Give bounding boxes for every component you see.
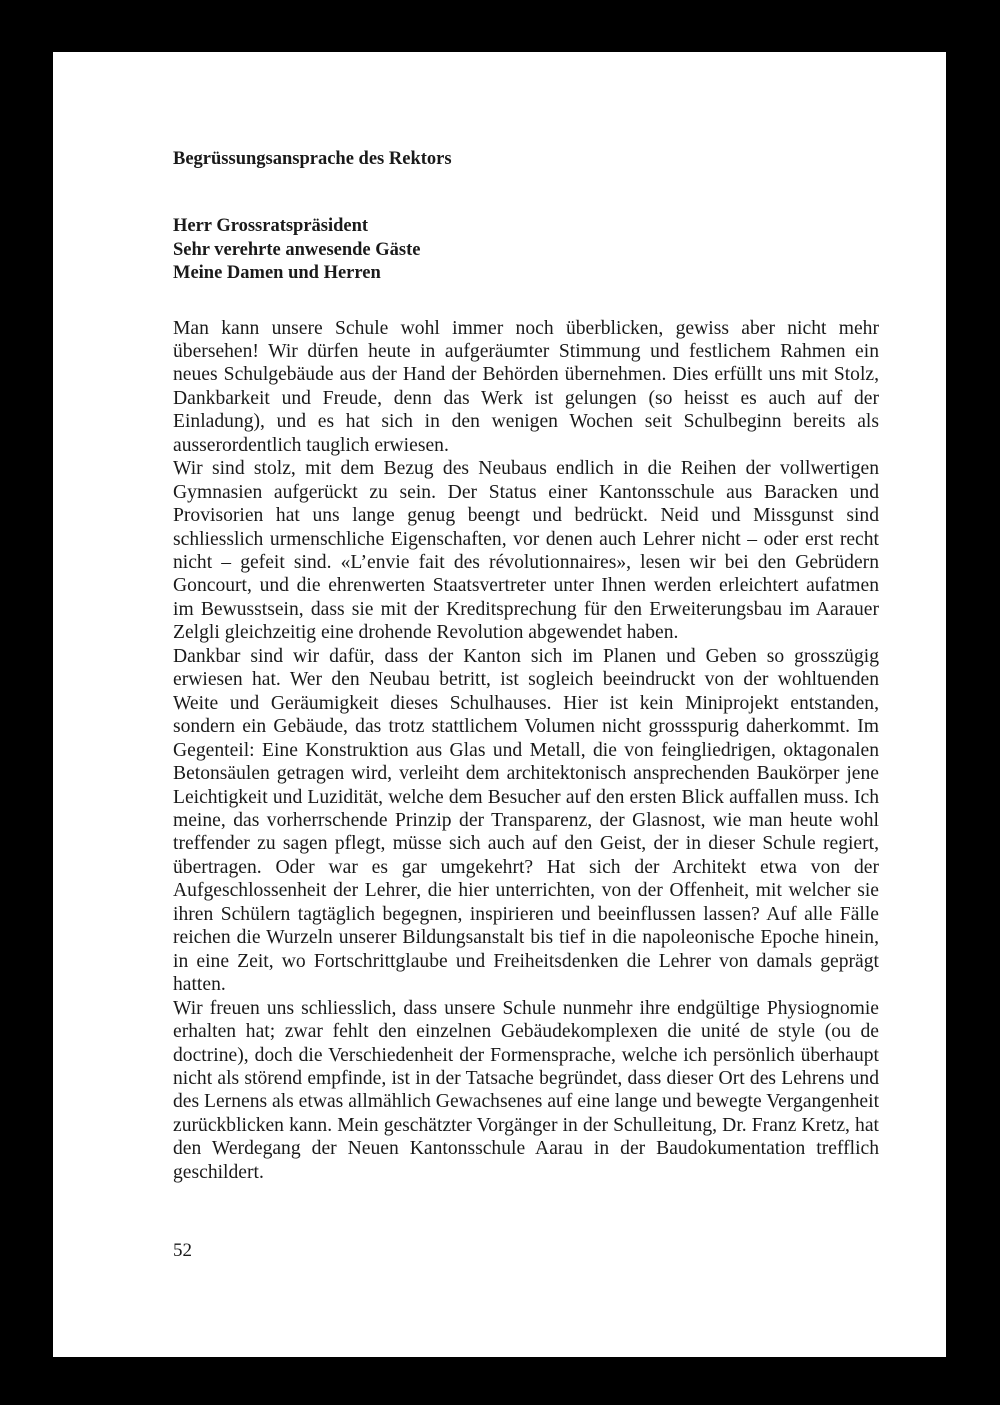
document-content	[173, 147, 879, 1184]
paragraph: Man kann unsere Schule wohl immer noch überblicken, gewiss aber nicht mehr übersehen! Wir dürfen heute in aufgeräumter Stimmung und festlichem Rahmen ein neues Schulgebäude aus der Hand der Behörden übernehmen. Dies erfüllt uns mit Stolz, Dankbarkeit und Freude, denn das Werk ist gelungen (so heisst es auch auf der Einladung), und es hat sich in den wenigen Wochen seit Schulbeginn bereits als ausserordentlich tauglich erwiesen.	[173, 317, 879, 456]
page-title: Begrüssungsansprache des Rektors	[173, 149, 452, 169]
paragraph: Wir sind stolz, mit dem Bezug des Neubaus endlich in die Reihen der vollwertigen Gymnasien aufgerückt zu sein. Der Status einer Kantonsschule aus Baracken und Provisorien hat uns lange genug beengt und bedrückt. Neid und Missgunst sind schliesslich urmenschliche Eigenschaften, vor denen auch Lehrer nicht – oder erst recht nicht – gefeit sind. «L’envie fait des révolutionnaires», lesen wir bei den Gebrüdern Goncourt, und die ehrenwerten Staatsvertreter unter Ihnen werden erleichtert aufatmen im Bewusstsein, dass sie mit der Kreditsprechung für den Erweiterungsbau im Aarauer Zelgli gleichzeitig eine drohende Revolution abgewendet haben.	[173, 458, 879, 644]
paragraph: Wir freuen uns schliesslich, dass unsere Schule nunmehr ihre endgültige Physiognomie erhalten hat; zwar fehlt den einzelnen Gebäudekomplexen die unité de style (ou de doctrine), doch die Verschiedenheit der Formensprache, welche ich persönlich überhaupt nicht als störend empfinde, ist in der Tatsache begründet, dass dieser Ort des Lehrens und des Lernens als etwas allmählich Gewachsenes auf eine lange und bewegte Vergangenheit zurückblicken kann. Mein geschätzter Vorgänger in der Schulleitung, Dr. Franz Kretz, hat den Werdegang der Neuen Kantonsschule Aarau in der Baudokumentation trefflich geschildert.	[173, 997, 880, 1183]
salutation-line: Herr Grossratspräsident	[173, 216, 369, 236]
salutation-block	[173, 215, 879, 286]
body-text	[173, 317, 879, 1185]
page-number: 52	[173, 1240, 192, 1261]
page-sheet	[53, 52, 946, 1357]
paragraph: Dankbar sind wir dafür, dass der Kanton sich im Planen und Geben so grosszügig erwiesen hat. Wer den Neubau betritt, ist sogleich beeindruckt von der wohltuenden Weite und Geräumigkeit dieses Schulhauses. Hier ist kein Miniprojekt entstanden, sondern ein Gebäude, das trotz stattlichem Volumen nicht grossspurig daherkommt. Im Gegenteil: Eine Konstruktion aus Glas und Metall, die von feingliedrigen, oktagonalen Betonsäulen getragen wird, verleiht dem architektonisch ansprechenden Baukörper jene Leichtigkeit und Luzidität, welche dem Besucher auf den ersten Blick auffallen muss. Ich meine, das vorherrschende Prinzip der Transparenz, der Glasnost, wie man heute wohl treffender zu sagen pflegt, müsse sich auch auf den Geist, der in dieser Schule regiert, übertragen. Oder war es gar umgekehrt? Hat sich der Architekt etwa von der Aufgeschlossenheit der Lehrer, die hier unterrichten, von der Offenheit, mit welcher sie ihren Schülern tagtäglich begegnen, inspirieren und beeinflussen lassen? Auf alle Fälle reichen die Wurzeln unserer Bildungsanstalt bis tief in die napoleonische Epoche hinein, in eine Zeit, wo Fortschrittglaube und Freiheitsdenken die Lehrer von damals geprägt hatten.	[173, 645, 879, 996]
salutation-line: Sehr verehrte anwesende Gäste	[173, 239, 421, 260]
salutation-line: Meine Damen und Herren	[173, 263, 381, 283]
